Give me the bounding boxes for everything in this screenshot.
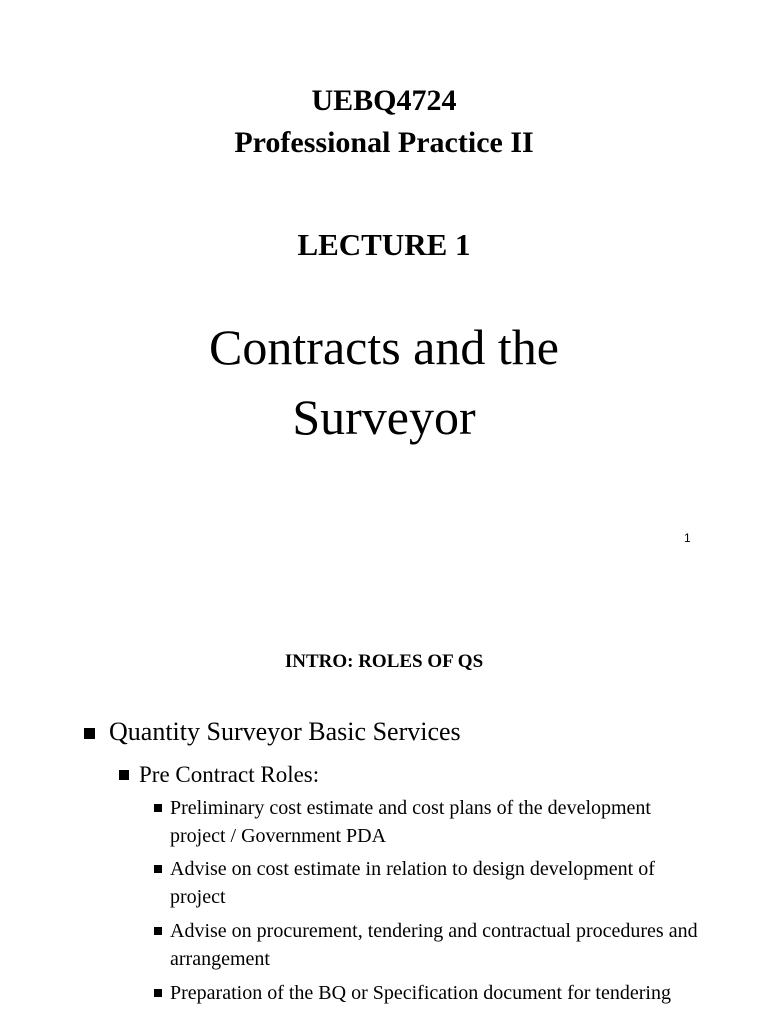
bullet-level-3 [154, 917, 714, 973]
bullet-level-2 [119, 760, 319, 790]
bullet-level-3 [154, 794, 714, 850]
square-bullet-icon [84, 728, 95, 739]
slide-heading: INTRO: ROLES OF QS [284, 651, 484, 672]
square-bullet-icon [154, 865, 162, 873]
square-bullet-icon [154, 804, 162, 812]
bullet-text: Pre Contract Roles: [139, 762, 320, 787]
slide-2 [0, 580, 768, 1024]
bullet-level-3 [154, 855, 714, 911]
square-bullet-icon [154, 927, 162, 935]
slide-title-line-2: Surveyor [292, 389, 476, 445]
bullet-text: Preparation of the BQ or Specification document for tendering [170, 982, 671, 1004]
bullet-text: Preliminary cost estimate and cost plans of the development project / Government PDA [170, 797, 651, 847]
bullet-text: Quantity Surveyor Basic Services [109, 717, 461, 746]
bullet-level-1 [84, 716, 461, 748]
bullet-text: Advise on cost estimate in relation to design development of project [170, 858, 655, 908]
slide-title-line-1: Contracts and the [209, 319, 559, 375]
page-number: 1 [684, 531, 691, 545]
bullet-level-3 [154, 979, 714, 1007]
course-name: Professional Practice II [234, 126, 534, 159]
course-code: UEBQ4724 [311, 84, 457, 117]
lecture-number: LECTURE 1 [297, 227, 471, 262]
square-bullet-icon [119, 770, 129, 780]
bullet-text: Advise on procurement, tendering and contractual procedures and arrangement [170, 920, 698, 970]
square-bullet-icon [154, 989, 162, 997]
